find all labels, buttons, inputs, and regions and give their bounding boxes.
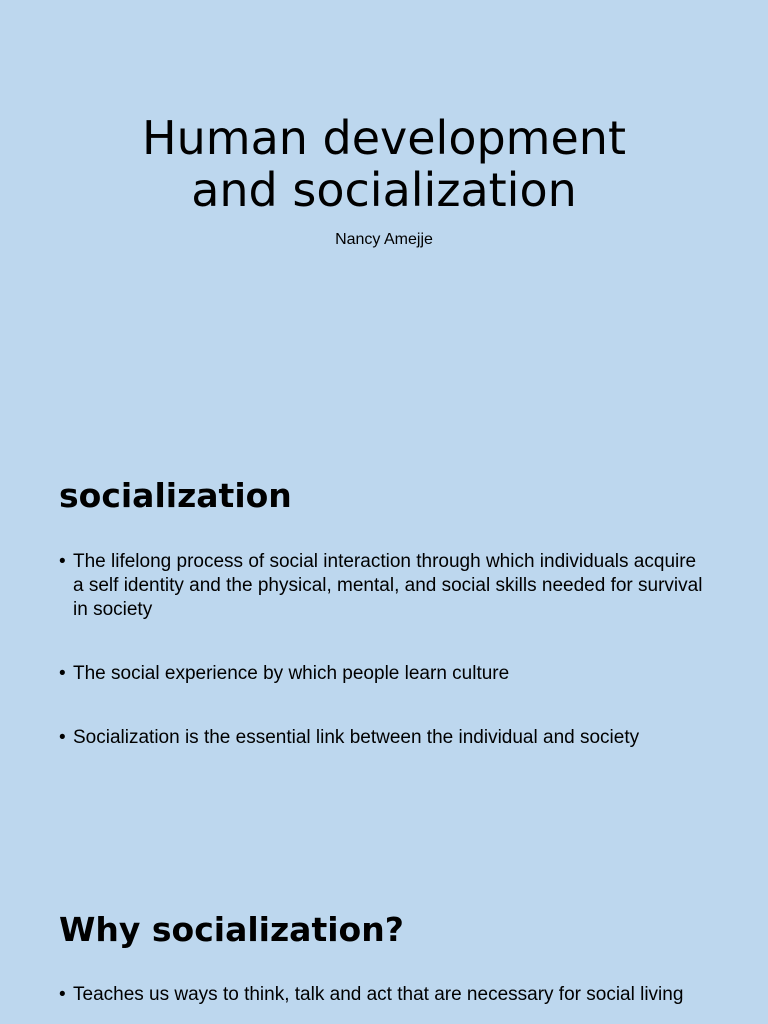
slide-heading: socialization — [59, 476, 292, 515]
socialization-slide — [0, 432, 768, 864]
bullet-item: • Socialization is the essential link between the individual and society — [59, 726, 709, 750]
title-line: Human development — [142, 111, 626, 165]
presentation-title — [0, 112, 768, 216]
bullet-item: • Teaches us ways to think, talk and act that are necessary for social living — [59, 983, 709, 1007]
author-name: Nancy Amejje — [335, 231, 433, 248]
title-slide — [0, 0, 768, 432]
why-socialization-slide — [0, 864, 768, 1024]
bullet-list — [59, 550, 709, 790]
bullet-list — [59, 983, 709, 1024]
bullet-item: • The social experience by which people learn culture — [59, 662, 709, 686]
slide-heading: Why socialization? — [59, 910, 404, 949]
title-line: and socialization — [191, 163, 577, 217]
bullet-item: • The lifelong process of social interaction through which individuals acquire a self identity and the physical, mental, and social skills needed for survival in society — [59, 550, 709, 622]
